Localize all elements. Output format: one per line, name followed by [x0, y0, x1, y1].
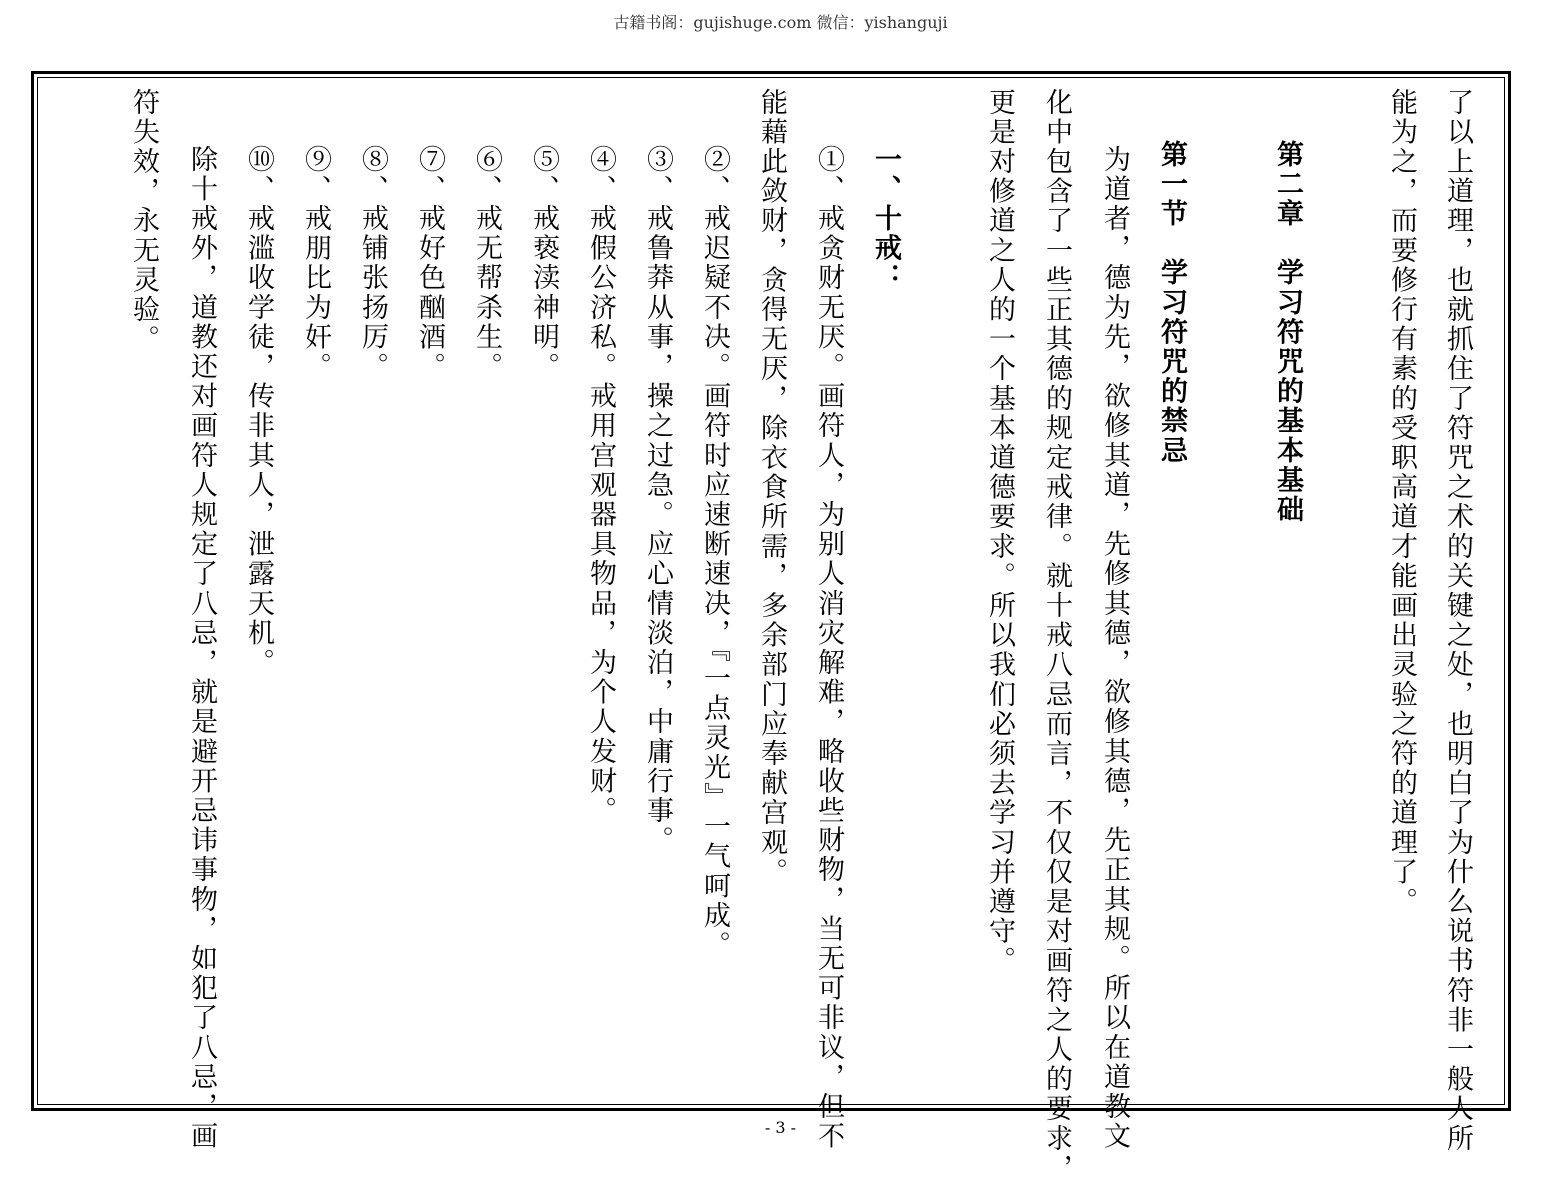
site-header: 古籍书阁：gujishuge.com 微信：yishanguji	[613, 13, 948, 32]
text-column: 除十戒外，道教还对画符人规定了八忌，就是避开忌讳事物，如犯了八忌，画	[186, 145, 217, 1152]
text-column: 为道者，德为先，欲修其道，先修其德，欲修其德，先正其规。所以在道教文	[1099, 145, 1130, 1152]
text-column: ④、戒假公济私。戒用宫观器具物品，为个人发财。	[585, 145, 616, 826]
text-column: ⑦、戒好色酗酒。	[414, 145, 445, 382]
text-column: ②、戒迟疑不决。画符时应速断速决，『一点灵光』一气呵成。	[699, 145, 730, 961]
page-number: - 3 -	[764, 1118, 797, 1137]
text-column: ⑨、戒朋比为奸。	[300, 145, 331, 382]
heading-column: 一、十戒：	[870, 145, 901, 293]
text-column: 更是对修道之人的一个基本道德要求。所以我们必须去学习并遵守。	[984, 88, 1015, 976]
heading-column: 第一节 学习符咒的禁忌	[1156, 140, 1187, 466]
text-column: ③、戒鲁莽从事，操之过急。应心情淡泊，中庸行事。	[642, 145, 673, 856]
text-column: 能为之，而要修行有素的受职高道才能画出灵验之符的道理了。	[1386, 88, 1417, 917]
text-column: ①、戒贪财无厌。画符人，为别人消灾解难，略收些财物，当无可非议，但不	[813, 145, 844, 1152]
text-column: ⑥、戒无帮杀生。	[471, 145, 502, 382]
text-column: ⑤、戒亵渎神明。	[528, 145, 559, 382]
text-column: 化中包含了一些正其德的规定戒律。就十戒八忌而言，不仅仅是对画符之人的要求，	[1041, 88, 1072, 1183]
text-column: 能藉此敛财，贪得无厌，除衣食所需，多余部门应奉献宫观。	[756, 88, 787, 888]
text-column: 了以上道理，也就抓住了符咒之术的关键之处，也明白了为什么说书符非一般人所	[1442, 88, 1473, 1154]
text-column: ⑧、戒铺张扬厉。	[357, 145, 388, 382]
text-column: 符失效，永无灵验。	[128, 88, 159, 355]
heading-column: 第二章 学习符咒的基本基础	[1272, 140, 1303, 525]
text-column: ⑩、戒滥收学徒，传非其人，泄露天机。	[243, 145, 274, 678]
